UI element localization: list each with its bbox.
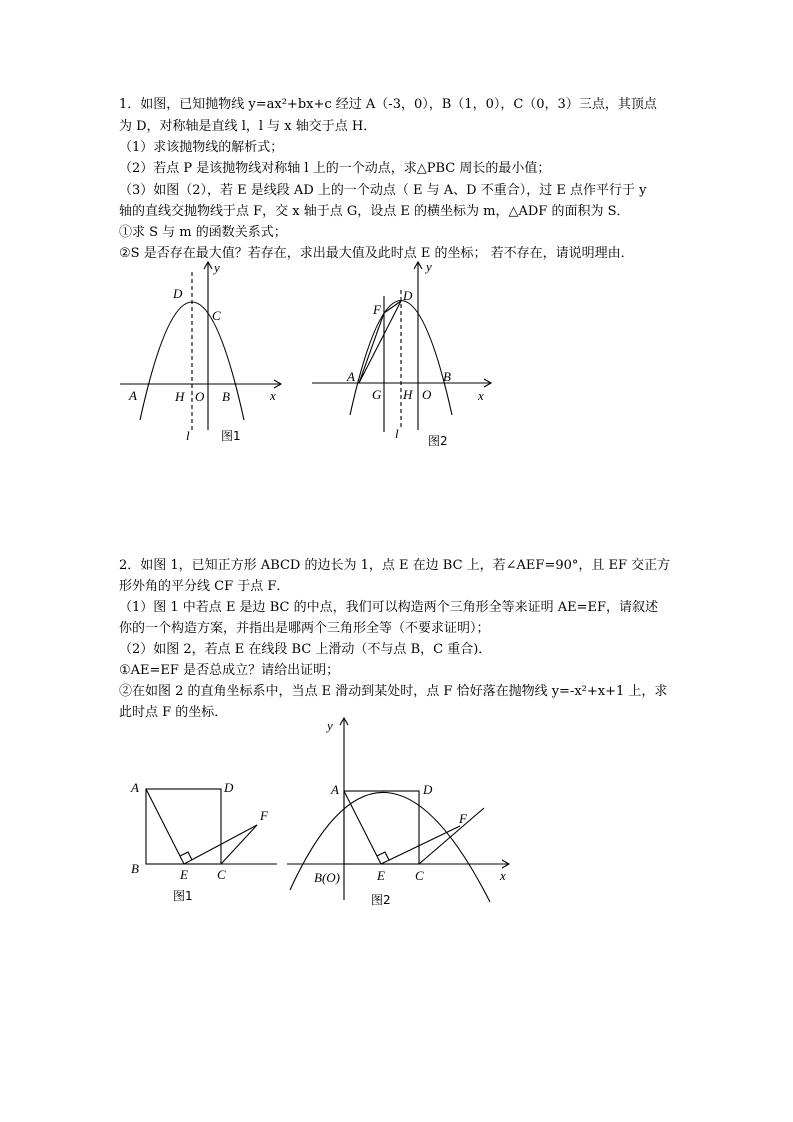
label-x: x	[500, 868, 506, 883]
figure-caption: 图1	[221, 429, 241, 443]
p1-line-6: 轴的直线交抛物线于点 F，交 x 轴于点 G，设点 E 的横坐标为 m，△ADF 的面积为 S．	[119, 204, 630, 219]
square-ABCD	[344, 791, 419, 864]
label-x: x	[270, 388, 276, 403]
label-C: C	[212, 308, 221, 323]
label-D: D	[224, 780, 234, 795]
label-B: B	[131, 861, 139, 876]
p2-line-6: ①AE=EF 是否总成立？请给出证明；	[119, 663, 340, 678]
p2-figure-2	[280, 712, 515, 912]
p2-line-5: （2）如图 2，若点 E 在线段 BC 上滑动（不与点 B，C 重合)．	[119, 642, 492, 657]
label-A: A	[131, 780, 139, 795]
p1-figure-2	[305, 255, 500, 455]
segment-AF	[359, 313, 384, 383]
label-B: B	[443, 369, 451, 384]
label-y: y	[327, 718, 333, 733]
label-l: l	[186, 428, 190, 443]
p2-line-7: ②在如图 2 的直角坐标系中，当点 E 滑动到某处时，点 F 恰好落在抛物线 y=-x²+x+1 上，求	[119, 684, 668, 699]
label-E: E	[377, 868, 385, 883]
segment-EF	[381, 826, 460, 864]
p1-line-4: （2）若点 P 是该抛物线对称轴 l 上的一个动点，求△PBC 周长的最小值；	[119, 161, 551, 176]
p2-line-2: 形外角的平分线 CF 于点 F．	[119, 579, 290, 594]
figure-caption: 图2	[371, 893, 391, 907]
p1-line-7: ①求 S 与 m 的函数关系式；	[119, 225, 287, 240]
label-O: O	[422, 387, 432, 402]
label-B-O: B(O)	[314, 870, 340, 885]
label-x: x	[478, 388, 484, 403]
parabola	[290, 792, 490, 902]
bisector-CF	[419, 808, 484, 864]
label-D: D	[403, 288, 413, 303]
segment-AE	[146, 789, 184, 864]
label-y: y	[214, 260, 220, 275]
label-O: O	[195, 389, 205, 404]
p2-line-4: 你的一个构造方案，并指出是哪两个三角形全等（不要求证明）；	[119, 621, 490, 636]
label-y: y	[426, 259, 432, 274]
label-D: D	[173, 286, 183, 301]
p1-figure-1	[110, 255, 295, 450]
p1-line-2: 为 D，对称轴是直线 l，l 与 x 轴交于点 H．	[119, 119, 377, 134]
p1-line-8: ②S 是否存在最大值？若存在，求出最大值及此时点 E 的坐标； 若不存在，请说明理由．	[119, 246, 634, 261]
label-H: H	[175, 389, 185, 404]
p2-figure-1	[125, 770, 290, 910]
label-E: E	[180, 867, 188, 882]
segment-AE	[344, 791, 381, 864]
label-C: C	[415, 868, 424, 883]
p2-line-1: 2．如图 1，已知正方形 ABCD 的边长为 1，点 E 在边 BC 上，若∠AEF=90°，且 EF 交正方	[119, 558, 671, 573]
square-ABCD	[146, 789, 221, 864]
label-F: F	[459, 811, 467, 826]
p1-line-5: （3）如图（2），若 E 是线段 AD 上的一个动点（ E 与 A、D 不重合），过 E 点作平行于 y	[119, 183, 647, 198]
label-D: D	[423, 782, 433, 797]
figure-caption: 图2	[428, 434, 448, 448]
p2-line-8: 此时点 F 的坐标．	[119, 705, 228, 720]
label-B: B	[222, 389, 230, 404]
segment-CF	[221, 825, 257, 864]
label-F: F	[260, 808, 268, 823]
label-H: H	[403, 387, 413, 402]
label-A: A	[129, 388, 137, 403]
label-l: l	[395, 426, 399, 441]
label-A: A	[347, 369, 355, 384]
p2-line-3: （1）图 1 中若点 E 是边 BC 的中点，我们可以构造两个三角形全等来证明 AE=EF，请叙述	[119, 600, 658, 615]
label-C: C	[217, 867, 226, 882]
label-G: G	[372, 387, 382, 402]
label-A: A	[331, 782, 339, 797]
p1-line-1: 1．如图，已知抛物线 y=ax²+bx+c 经过 A（-3，0），B（1，0），C（0，3）三点，其顶点	[119, 97, 657, 112]
p1-line-3: （1）求该抛物线的解析式；	[119, 140, 284, 155]
figure-caption: 图1	[173, 889, 193, 903]
label-F: F	[373, 302, 381, 317]
